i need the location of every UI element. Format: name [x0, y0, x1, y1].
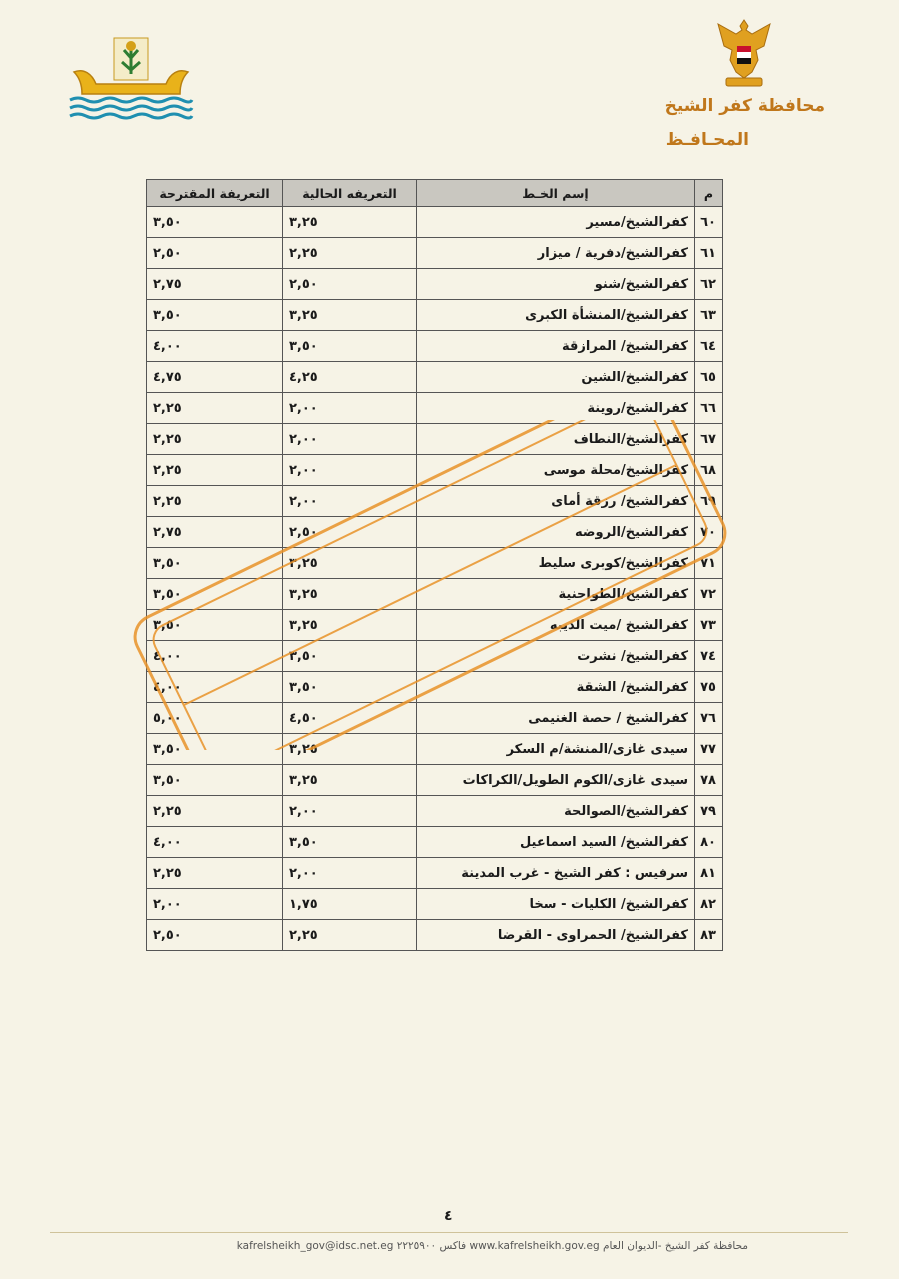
- row-num: ٦٢: [695, 269, 723, 300]
- row-line: سرفيس : كفر الشيخ - غرب المدينة: [417, 858, 695, 889]
- governor-office-title: المحـافـظ: [665, 130, 749, 150]
- row-proposed-fare: ٢,٢٥: [147, 796, 283, 827]
- row-proposed-fare: ٥,٠٠: [147, 703, 283, 734]
- row-current-fare: ٢,٠٠: [283, 455, 417, 486]
- row-proposed-fare: ٤,٠٠: [147, 331, 283, 362]
- row-line: كفرالشيخ / حصة الغنيمى: [417, 703, 695, 734]
- row-proposed-fare: ٣,٥٠: [147, 300, 283, 331]
- table-row: [147, 827, 723, 858]
- row-proposed-fare: ٣,٥٠: [147, 548, 283, 579]
- table-row: [147, 300, 723, 331]
- row-line: كفرالشيخ/روينة: [417, 393, 695, 424]
- row-num: ٧٥: [695, 672, 723, 703]
- row-num: ٧٦: [695, 703, 723, 734]
- row-line: كفرالشيخ/ الحمراوى - القرضا: [417, 920, 695, 951]
- row-current-fare: ١,٧٥: [283, 889, 417, 920]
- row-num: ٧٩: [695, 796, 723, 827]
- table-row: [147, 455, 723, 486]
- row-proposed-fare: ٣,٥٠: [147, 765, 283, 796]
- row-num: ٦٧: [695, 424, 723, 455]
- row-current-fare: ٣,٥٠: [283, 641, 417, 672]
- row-num: ٦٦: [695, 393, 723, 424]
- table-row: [147, 858, 723, 889]
- row-num: ٦٠: [695, 207, 723, 238]
- table-row: [147, 331, 723, 362]
- row-proposed-fare: ٢,٢٥: [147, 858, 283, 889]
- row-current-fare: ٣,٥٠: [283, 672, 417, 703]
- table-row: [147, 610, 723, 641]
- row-num: ٧٢: [695, 579, 723, 610]
- row-current-fare: ٢,٥٠: [283, 269, 417, 300]
- table-row: [147, 765, 723, 796]
- row-proposed-fare: ٢,٢٥: [147, 455, 283, 486]
- row-line: كفرالشيخ/ المرازقة: [417, 331, 695, 362]
- row-line: كفرالشيخ/المنشأة الكبرى: [417, 300, 695, 331]
- row-line: كفرالشيخ/الصوالحة: [417, 796, 695, 827]
- row-current-fare: ٢,٠٠: [283, 858, 417, 889]
- table-row: [147, 517, 723, 548]
- row-current-fare: ٢,٢٥: [283, 920, 417, 951]
- row-proposed-fare: ٣,٥٠: [147, 207, 283, 238]
- row-line: كفرالشيخ/الشين: [417, 362, 695, 393]
- row-num: ٧٣: [695, 610, 723, 641]
- header-line-name: إسم الخـط: [417, 180, 695, 207]
- row-line: سيدى غازى/المنشة/م السكر: [417, 734, 695, 765]
- row-proposed-fare: ٣,٥٠: [147, 579, 283, 610]
- row-num: ٨٠: [695, 827, 723, 858]
- row-num: ٧٤: [695, 641, 723, 672]
- row-num: ٦٥: [695, 362, 723, 393]
- governorate-title: محافظة كفر الشيخ: [664, 96, 825, 116]
- row-current-fare: ٢,٠٠: [283, 424, 417, 455]
- row-current-fare: ٢,٢٥: [283, 238, 417, 269]
- table-row: [147, 207, 723, 238]
- row-line: كفرالشيخ/ السيد اسماعيل: [417, 827, 695, 858]
- row-current-fare: ٤,٢٥: [283, 362, 417, 393]
- row-current-fare: ٣,٢٥: [283, 610, 417, 641]
- table-row: [147, 393, 723, 424]
- row-current-fare: ٣,٢٥: [283, 579, 417, 610]
- table-row: [147, 362, 723, 393]
- row-proposed-fare: ٤,٠٠: [147, 827, 283, 858]
- row-current-fare: ٣,٢٥: [283, 207, 417, 238]
- row-num: ٨١: [695, 858, 723, 889]
- row-line: كفرالشيخ/ الكليات - سخا: [417, 889, 695, 920]
- row-num: ٨٢: [695, 889, 723, 920]
- row-line: كفرالشيخ/ نشرت: [417, 641, 695, 672]
- row-current-fare: ٣,٢٥: [283, 548, 417, 579]
- footer-divider: [50, 1232, 848, 1233]
- row-proposed-fare: ٢,٢٥: [147, 393, 283, 424]
- table-header-row: [147, 180, 723, 207]
- row-proposed-fare: ٤,٠٠: [147, 641, 283, 672]
- row-line: كفرالشيخ/دفرية / ميزار: [417, 238, 695, 269]
- row-line: كفرالشيخ/شنو: [417, 269, 695, 300]
- row-line: كفرالشيخ/كوبرى سليط: [417, 548, 695, 579]
- row-num: ٦١: [695, 238, 723, 269]
- row-current-fare: ٣,٢٥: [283, 765, 417, 796]
- row-num: ٦٤: [695, 331, 723, 362]
- row-current-fare: ٢,٠٠: [283, 796, 417, 827]
- row-proposed-fare: ٣,٥٠: [147, 734, 283, 765]
- row-proposed-fare: ٢,٠٠: [147, 889, 283, 920]
- row-proposed-fare: ٢,٧٥: [147, 269, 283, 300]
- row-current-fare: ٣,٢٥: [283, 300, 417, 331]
- row-proposed-fare: ٢,٢٥: [147, 424, 283, 455]
- row-current-fare: ٣,٥٠: [283, 331, 417, 362]
- table-row: [147, 579, 723, 610]
- row-num: ٦٨: [695, 455, 723, 486]
- row-num: ٦٣: [695, 300, 723, 331]
- table-row: [147, 424, 723, 455]
- row-proposed-fare: ٢,٢٥: [147, 486, 283, 517]
- row-num: ٧٧: [695, 734, 723, 765]
- row-current-fare: ٢,٠٠: [283, 393, 417, 424]
- row-num: ٧٨: [695, 765, 723, 796]
- row-num: ٨٣: [695, 920, 723, 951]
- table-row: [147, 734, 723, 765]
- row-num: ٦٩: [695, 486, 723, 517]
- row-proposed-fare: ٤,٧٥: [147, 362, 283, 393]
- egypt-eagle-emblem-icon: [712, 16, 776, 90]
- row-current-fare: ٢,٥٠: [283, 517, 417, 548]
- header-current-fare: التعريفه الحالية: [283, 180, 417, 207]
- row-current-fare: ٣,٥٠: [283, 827, 417, 858]
- page-number: ٤: [444, 1208, 453, 1224]
- row-line: كفرالشيخ/ الشقة: [417, 672, 695, 703]
- table-row: [147, 269, 723, 300]
- row-line: كفرالشيخ/الطواحنية: [417, 579, 695, 610]
- row-proposed-fare: ٤,٠٠: [147, 672, 283, 703]
- fare-table: [146, 179, 723, 951]
- row-proposed-fare: ٢,٧٥: [147, 517, 283, 548]
- row-line: كفرالشيخ/النطاف: [417, 424, 695, 455]
- table-row: [147, 672, 723, 703]
- row-current-fare: ٤,٥٠: [283, 703, 417, 734]
- row-proposed-fare: ٣,٥٠: [147, 610, 283, 641]
- row-line: كفرالشيخ/ رزقة أماى: [417, 486, 695, 517]
- table-row: [147, 238, 723, 269]
- row-line: كفرالشيخ/محلة موسى: [417, 455, 695, 486]
- row-current-fare: ٣,٢٥: [283, 734, 417, 765]
- row-num: ٧٠: [695, 517, 723, 548]
- header-proposed-fare: التعريفة المقترحة: [147, 180, 283, 207]
- footer-contact: محافظة كفر الشيخ -الديوان العام www.kafrelsheikh.gov.eg فاكس ٢٢٢٥٩٠٠ kafrelsheikh_gov@idsc.net.eg: [236, 1240, 748, 1252]
- row-line: كفرالشيخ/الروضه: [417, 517, 695, 548]
- governorate-boat-logo-icon: [66, 28, 196, 124]
- row-proposed-fare: ٢,٥٠: [147, 238, 283, 269]
- row-proposed-fare: ٢,٥٠: [147, 920, 283, 951]
- row-line: كفرالشيخ /ميت الديبه: [417, 610, 695, 641]
- table-row: [147, 703, 723, 734]
- row-line: سيدى غازى/الكوم الطويل/الكراكات: [417, 765, 695, 796]
- header-num: م: [695, 180, 723, 207]
- row-line: كفرالشيخ/مسير: [417, 207, 695, 238]
- row-num: ٧١: [695, 548, 723, 579]
- table-row: [147, 920, 723, 951]
- row-current-fare: ٢,٠٠: [283, 486, 417, 517]
- table-row: [147, 548, 723, 579]
- table-row: [147, 641, 723, 672]
- table-row: [147, 889, 723, 920]
- table-row: [147, 486, 723, 517]
- table-row: [147, 796, 723, 827]
